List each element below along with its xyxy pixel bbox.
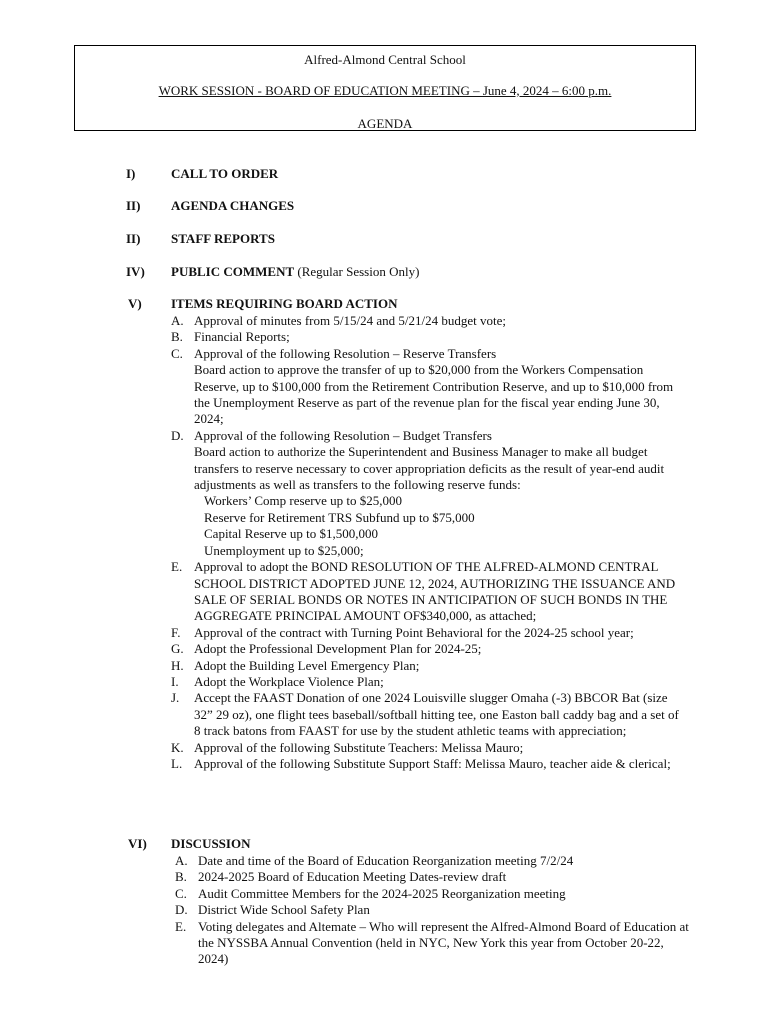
- list-item: D. District Wide School Safety Plan: [175, 902, 370, 918]
- list-item: A. Approval of minutes from 5/15/24 and 5/21/24 budget vote;: [171, 313, 506, 328]
- section-title: PUBLIC COMMENT: [171, 264, 295, 279]
- section-number: I): [126, 166, 136, 181]
- reserve-fund: Reserve for Retirement TRS Subfund up to $75,000: [204, 509, 475, 525]
- section-title: STAFF REPORTS: [171, 231, 275, 246]
- list-item: B. Financial Reports;: [171, 329, 290, 345]
- list-item: C. Approval of the following Resolution – Reserve Transfers Board action to approve the transfer of up to $20,000 from the Workers Compensation Reserve, up to $100,000 from the Retirement Contribution Reserve, and up to $10,000 from the Unemployment Reserve as part of the revenue plan for the fiscal year ending June 30, 2024;: [171, 345, 674, 427]
- list-item: L. Approval of the following Substitute Support Staff: Melissa Mauro, teacher aide & clerical;: [171, 755, 671, 771]
- section-number: VI): [128, 836, 147, 851]
- meeting-title: WORK SESSION - BOARD OF EDUCATION MEETING – June 4, 2024 – 6:00 p.m.: [158, 83, 612, 98]
- section-title: AGENDA CHANGES: [171, 198, 295, 213]
- section-title: ITEMS REQUIRING BOARD ACTION: [171, 296, 398, 311]
- reserve-fund: Unemployment up to $25,000;: [204, 542, 364, 558]
- section-title: CALL TO ORDER: [171, 166, 279, 181]
- reserve-fund: Workers’ Comp reserve up to $25,000: [204, 493, 403, 509]
- discussion-list: [175, 853, 690, 968]
- list-item: E. Approval to adopt the BOND RESOLUTION OF THE ALFRED-ALMOND CENTRAL SCHOOL DISTRICT ADOPTED JUNE 12, 2024, AUTHORIZING THE ISSUANCE AND SALE OF SERIAL BONDS OR NOTES IN ANTICIPATION OF SUCH BONDS IN THE AGGREGATE PRINCIPAL AMOUNT OF$340,000, as attached;: [171, 559, 676, 624]
- list-item: E. Voting delegates and Altemate – Who will represent the Alfred-Almond Board of Education at the NYSSBA Annual Convention (held in NYC, New York this year from October 20-22, 2024): [175, 918, 689, 967]
- list-item: A. Date and time of the Board of Education Reorganization meeting 7/2/24: [175, 853, 574, 868]
- agenda-heading: AGENDA: [357, 116, 413, 131]
- section-number: V): [128, 296, 142, 311]
- school-name: Alfred-Almond Central School: [304, 52, 466, 67]
- section-note: (Regular Session Only): [294, 264, 420, 279]
- section-number: II): [126, 231, 141, 246]
- list-item: B. 2024-2025 Board of Education Meeting Dates-review draft: [175, 869, 507, 885]
- section-number: IV): [126, 264, 145, 279]
- list-item: J. Accept the FAAST Donation of one 2024 Louisville slugger Omaha (-3) BBCOR Bat (size 32” 29 oz), one flight tees baseball/softball hitting tee, one Easton ball caddy bag and a set of 8 track batons from FAAST for use by the student athletic teams with appreciation;: [171, 690, 679, 739]
- list-item: F. Approval of the contract with Turning Point Behavioral for the 2024-25 school year;: [171, 624, 634, 640]
- board-action-list: [171, 313, 681, 772]
- list-item: C. Audit Committee Members for the 2024-2025 Reorganization meeting: [175, 885, 566, 901]
- section-number: II): [126, 198, 141, 213]
- list-item: K. Approval of the following Substitute Teachers: Melissa Mauro;: [171, 739, 524, 755]
- list-item: I. Adopt the Workplace Violence Plan;: [171, 673, 384, 689]
- list-item: H. Adopt the Building Level Emergency Plan;: [171, 657, 420, 673]
- section-title: DISCUSSION: [171, 836, 251, 851]
- list-item: G. Adopt the Professional Development Plan for 2024-25;: [171, 641, 482, 657]
- header-box: [74, 45, 696, 131]
- reserve-fund: Capital Reserve up to $1,500,000: [204, 526, 379, 542]
- list-item: D. Approval of the following Resolution – Budget Transfers Board action to authorize the Superintendent and Business Manager to make all budget transfers to reserve necessary to cover appropriation deficits as the result of year-end audit adjustments as well as transfers to the following reserve funds: Workers’ Comp reserve up to $25,000 Reserve for Retirement TRS Subfund up to $75,000 Capital Reserve up to $1,500,000 Unemployment up to $25,000;: [171, 428, 681, 559]
